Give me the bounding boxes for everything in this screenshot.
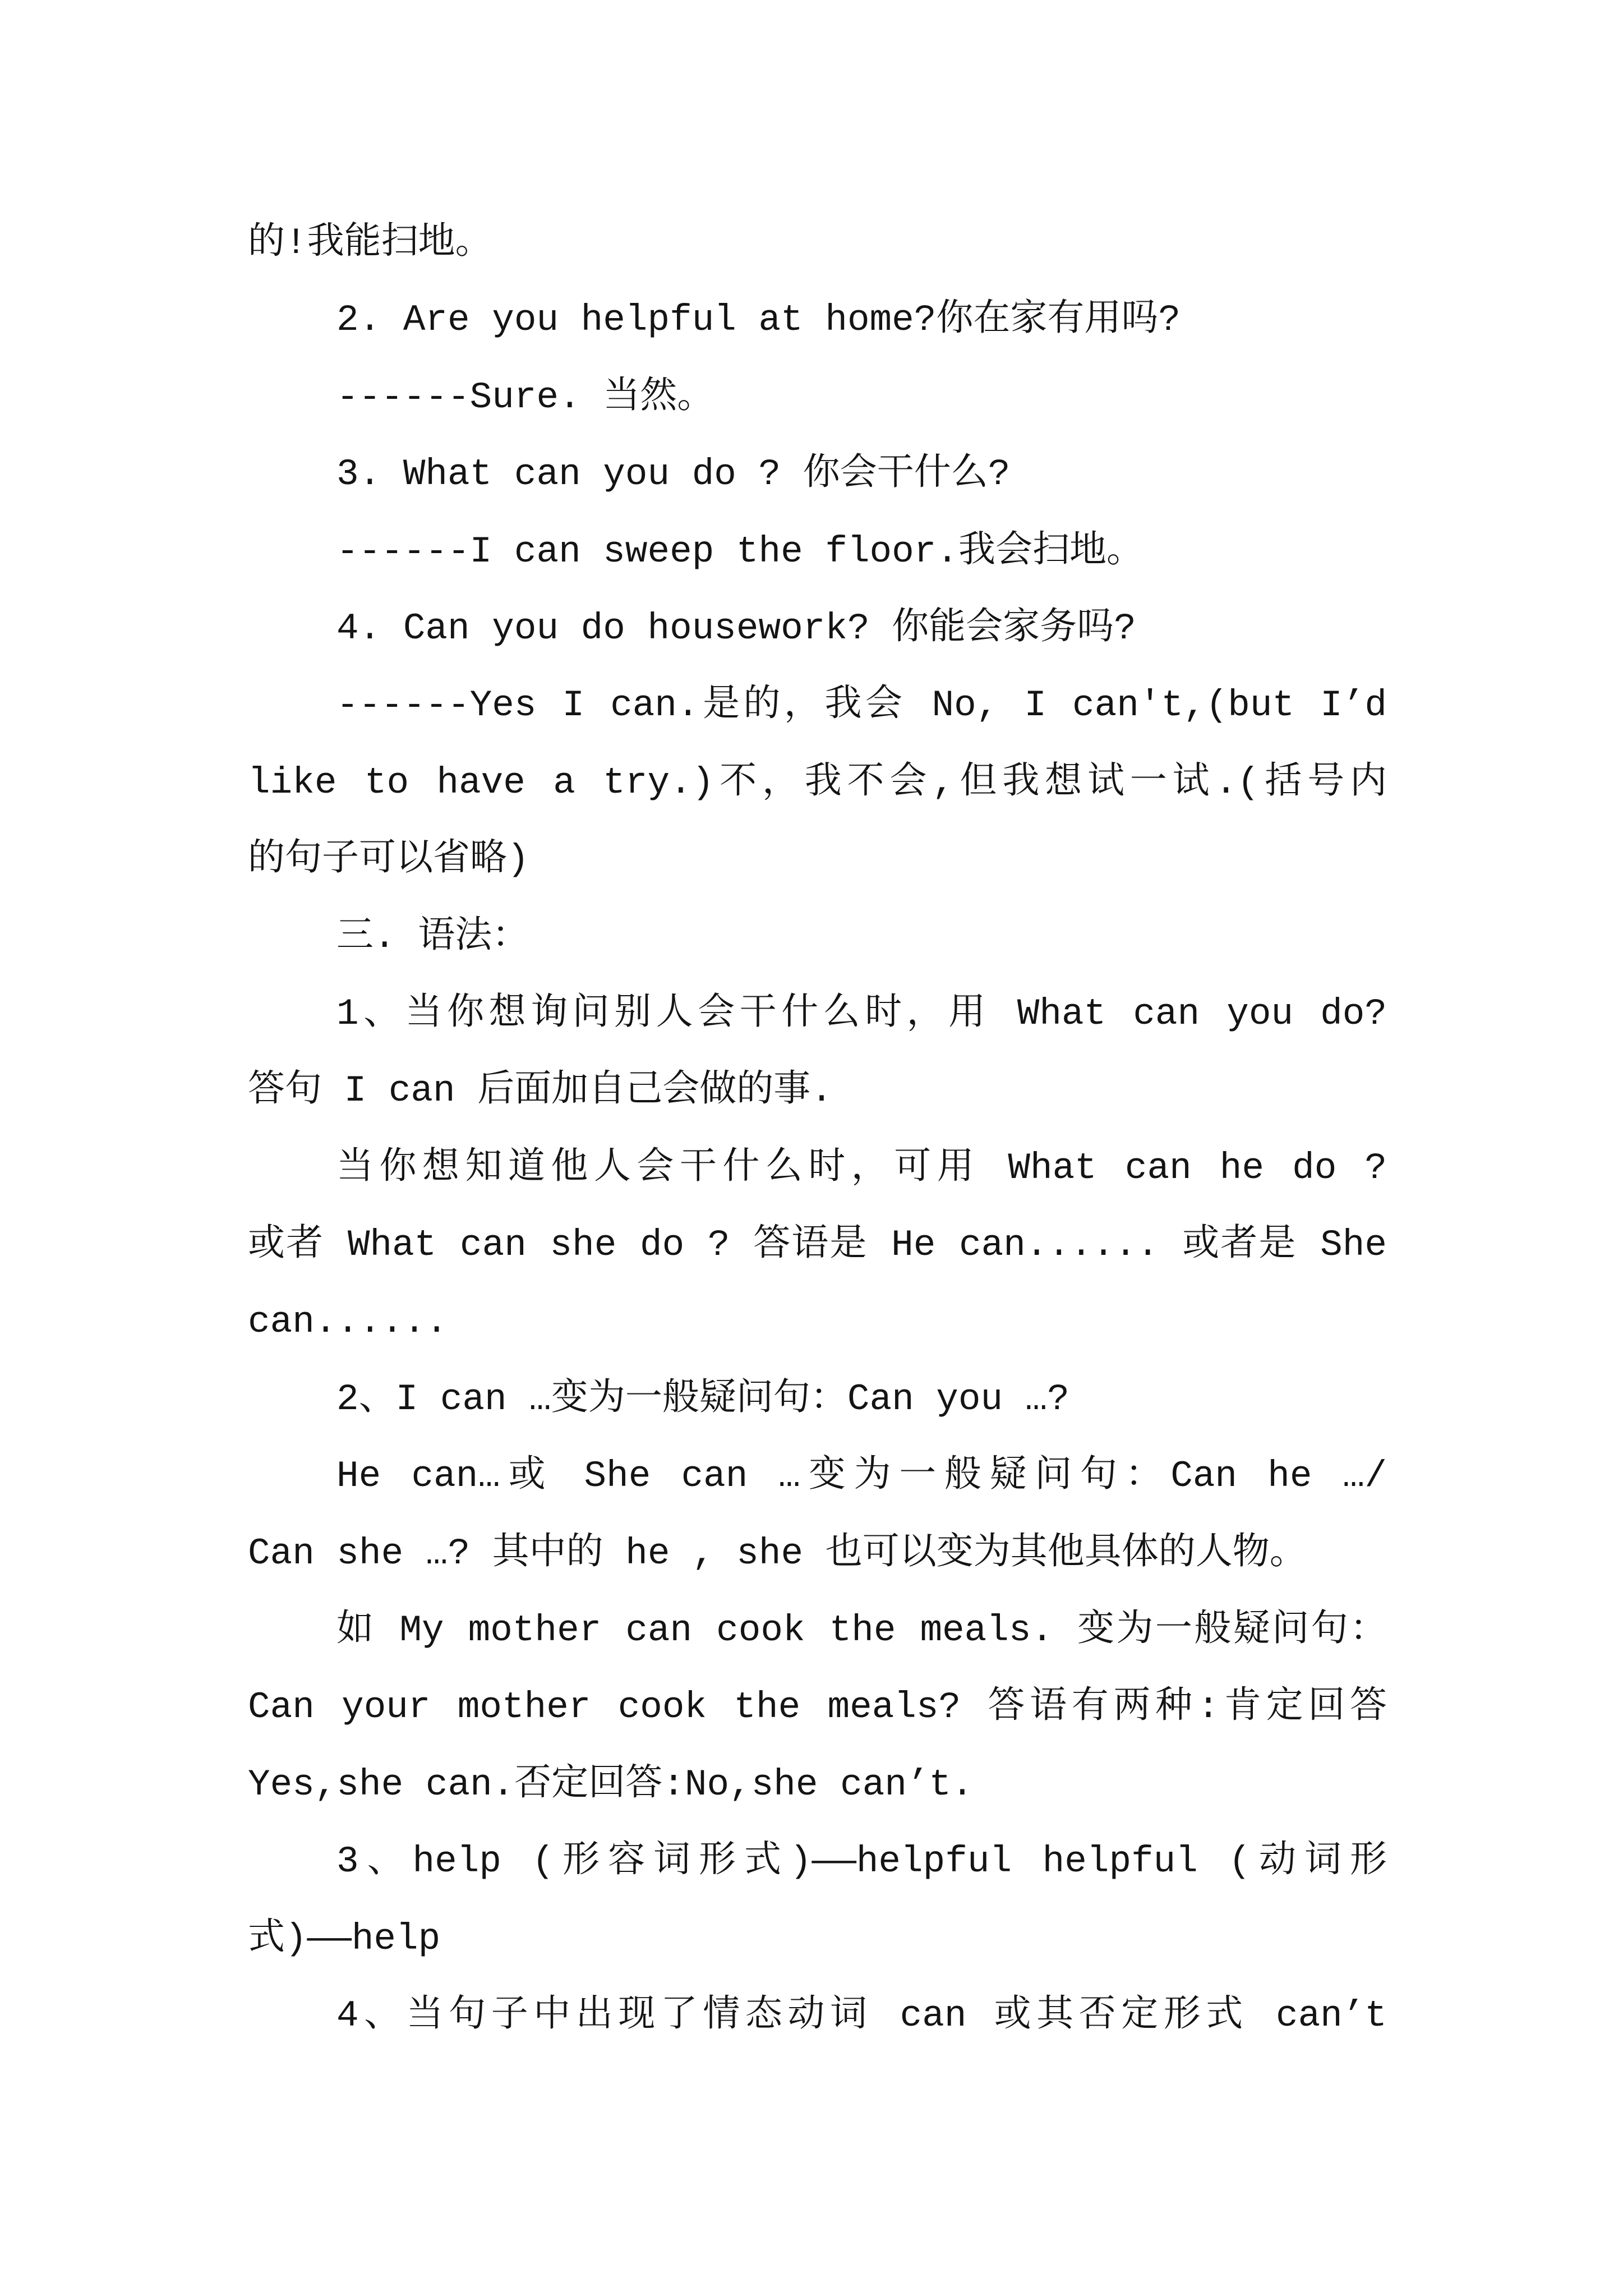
text-line: 或者 What can she do ? 答语是 He can...... 或者是 She [248,1224,1387,1267]
text-line: Yes,she can.否定回答:No,she can’t. [248,1763,974,1806]
text-line: 1、当你想询问别人会干什么时，用 What can you do? [336,992,1387,1035]
paragraph [248,1592,1387,1823]
paragraph [248,1823,1387,1977]
paragraph [248,436,1387,513]
body-text [248,205,1387,2054]
paragraph [248,1977,1387,2054]
paragraph [248,205,1387,282]
text-line: 式)——help [248,1917,441,1960]
text-line: 3. What can you do ? 你会干什么? [336,453,1011,496]
paragraph [248,1361,1387,1438]
text-line: 如 My mother can cook the meals. 变为一般疑问句： [336,1609,1387,1652]
text-line: Can your mother cook the meals? 答语有两种:肯定回答 [248,1686,1387,1729]
text-line: ------I can sweep the floor.我会扫地。 [336,530,1144,573]
text-line: ------Yes I can.是的，我会 No, I can't,(but I’d [336,684,1387,727]
text-line: 2. Are you helpful at home?你在家有用吗? [336,299,1181,342]
paragraph [248,359,1387,436]
text-line: Can she …? 其中的 he , she 也可以变为其他具体的人物。 [248,1532,1307,1575]
paragraph [248,282,1387,358]
text-line: can...... [248,1301,448,1343]
text-line: He can…或 She can …变为一般疑问句：Can he …/ [336,1455,1387,1498]
paragraph [248,1130,1387,1361]
paragraph [248,590,1387,667]
section-heading [248,899,1387,976]
text-line: 的!我能扫地。 [248,222,492,264]
text-line: 答句 I can 后面加自己会做的事. [248,1070,833,1112]
text-line: 当你想知道他人会干什么时，可用 What can he do ? [336,1147,1387,1189]
text-line: 2、I can …变为一般疑问句：Can you …? [336,1378,1069,1420]
text-line: 3、help (形容词形式)——helpful helpful (动词形 [336,1841,1387,1883]
text-line: 4. Can you do housework? 你能会家务吗? [336,607,1136,650]
paragraph [248,976,1387,1130]
text-line: 三. 语法： [336,915,529,958]
paragraph [248,1438,1387,1592]
text-line: like to have a try.)不，我不会,但我想试一试.(括号内 [248,761,1387,804]
paragraph [248,513,1387,590]
text-line: 4、当句子中出现了情态动词 can 或其否定形式 can’t [336,1994,1387,2037]
paragraph [248,667,1387,898]
text-line: ------Sure. 当然。 [336,376,714,418]
text-line: 的句子可以省略) [248,839,529,881]
